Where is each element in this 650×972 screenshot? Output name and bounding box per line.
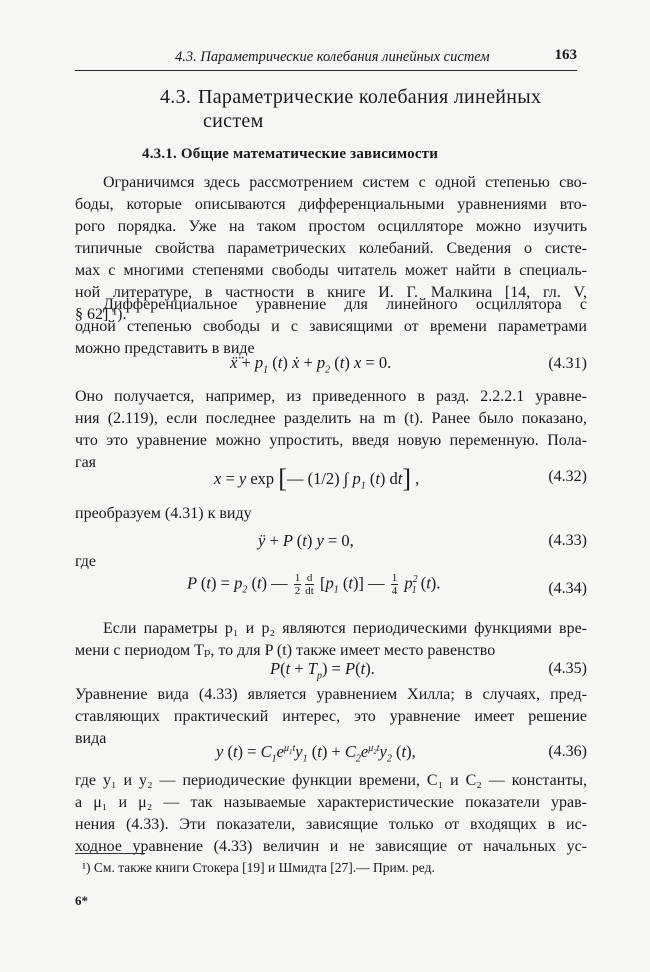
text-line: нения (4.33). Эти показатели, зависящие только от входящих в ис- bbox=[75, 816, 587, 833]
equation-4-33: ÿ + P (t) y = 0, bbox=[258, 531, 354, 550]
section-title-line1: Параметрические колебания линейных bbox=[198, 86, 542, 108]
equation-4-32: x = y exp [— (1/2) ∫ $p_1$ (t) dt] , bbox=[214, 464, 420, 493]
where-word bbox=[75, 551, 587, 573]
footnote-rule bbox=[75, 853, 145, 854]
text-line: гая bbox=[75, 454, 97, 471]
text-line: ной литературе, в частности в книге И. Г. Малкина [14, гл. V, bbox=[75, 284, 587, 301]
equation-4-31: ẍ̈ + $p_1$ (t) ẋ + $p_2$ (t) x = 0. bbox=[230, 353, 392, 376]
text-line: а μ₁ и μ₂ — так называемые характеристические показатели урав- bbox=[75, 794, 587, 811]
equation-4-34: P $(t) = p_2$ (t) — $\frac{1}{2}$ $\frac{d}{dt}$ [$p_1$ (t)] — $\frac{1}{4}$ $p^2_1$ (t). bbox=[187, 572, 441, 597]
text-line: одной степенью свободы и с зависящими от времени параметрами bbox=[75, 318, 587, 335]
section-title bbox=[160, 85, 600, 133]
equation-number: (4.33) bbox=[548, 532, 587, 549]
text-line: можно представить в виде bbox=[75, 340, 255, 357]
running-title: 4.3. Параметрические колебания линейных систем bbox=[175, 49, 490, 65]
subsection-title: 4.3.1. Общие математические зависимости bbox=[142, 146, 439, 162]
paragraph-2 bbox=[75, 294, 587, 360]
text-line: Ограничимся здесь рассмотрением систем с одной степенью сво- bbox=[103, 174, 587, 191]
text-line: ния (2.119), если последнее разделить на m (t). Ранее было показано, bbox=[75, 410, 587, 427]
text-line: Оно получается, например, из приведенного в разд. 2.2.2.1 уравне- bbox=[75, 388, 587, 405]
text-line: где y₁ и y₂ — периодические функции времени, C₁ и C₂ — константы, bbox=[75, 772, 587, 789]
text-line: Если параметры p₁ и p₂ являются периодическими функциями вре- bbox=[103, 620, 587, 637]
text-line: § 62] ¹). bbox=[75, 306, 127, 323]
text-line: Уравнение вида (4.33) является уравнением Хилла; в случаях, пред- bbox=[75, 686, 587, 703]
text-line: вида bbox=[75, 730, 107, 747]
signature-mark: 6* bbox=[75, 893, 88, 908]
text-line: боды, которые описываются дифференциальными уравнениями вто- bbox=[75, 196, 587, 213]
paragraph-5 bbox=[75, 618, 587, 662]
text-line: мени с периодом Tₚ, то для P (t) также имеет место равенство bbox=[75, 642, 496, 659]
equation-4-35: $P(t + T_p) = P(t)$. bbox=[270, 659, 375, 682]
text-line: где bbox=[75, 553, 97, 570]
running-header bbox=[75, 46, 577, 71]
paragraph-4 bbox=[75, 503, 587, 525]
equation-number: (4.32) bbox=[548, 468, 587, 485]
paragraph-3 bbox=[75, 386, 587, 474]
equation-number: (4.31) bbox=[548, 355, 587, 372]
text-line: ставляющих практический интерес, это уравнение имеет решение bbox=[75, 708, 587, 725]
paragraph-7 bbox=[75, 770, 587, 858]
paragraph-6 bbox=[75, 684, 587, 750]
text-line: мах с многими степенями свободы читатель может найти в специаль- bbox=[75, 262, 587, 279]
text-line: Дифференциальное уравнение для линейного осциллятора с bbox=[103, 296, 587, 313]
text-line: что это уравнение можно упростить, введя новую переменную. Пола- bbox=[75, 432, 587, 449]
equation-number: (4.36) bbox=[548, 743, 587, 760]
equation-4-36: y $(t) = C_1e^{\mu_1t}y_1$ $(t) + C_2e^{\mu_2t}y_2$ (t), bbox=[216, 742, 416, 765]
text-line: рого порядка. Уже на таком простом осцилляторе можно изучить bbox=[75, 218, 587, 235]
equation-number: (4.34) bbox=[548, 580, 587, 597]
text-line: преобразуем (4.31) к виду bbox=[75, 505, 252, 522]
section-title-line2: систем bbox=[203, 110, 264, 132]
text-line: типичные свойства параметрических колебаний. Сведения о систе- bbox=[75, 240, 587, 257]
footnote: ¹) См. также книги Стокера [19] и Шмидта [27].— Прим. ред. bbox=[82, 860, 435, 875]
page-number: 163 bbox=[554, 47, 577, 63]
equation-number: (4.35) bbox=[548, 660, 587, 677]
section-number: 4.3. bbox=[160, 86, 192, 108]
text-line: ходное уравнение (4.33) величин и не зависящие от начальных ус- bbox=[75, 838, 587, 855]
